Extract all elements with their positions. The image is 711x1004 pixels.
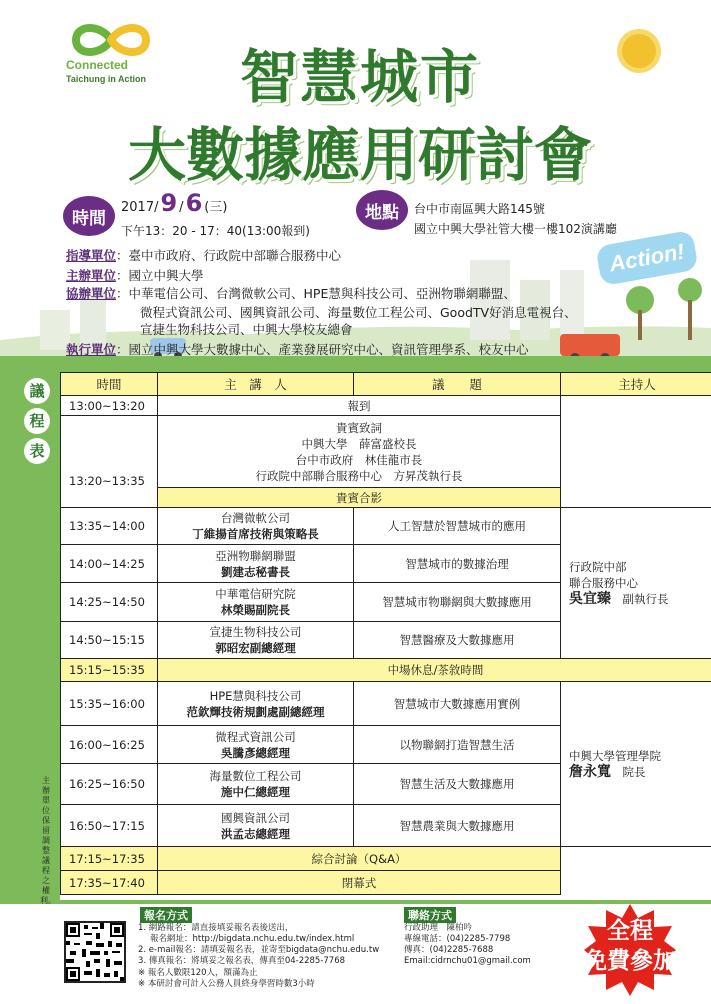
- date-slash: /: [179, 200, 184, 215]
- free-line-2: 免費參加: [584, 948, 676, 974]
- date-year: 2017/: [121, 200, 159, 215]
- register-url[interactable]: 報名網址：http://bigdata.nchu.edu.tw/index.html: [150, 934, 355, 944]
- guide-units: [66, 246, 341, 264]
- speaker-name: 范欽輝技術規劃處副總經理: [186, 704, 325, 719]
- date-month: 9: [160, 189, 178, 217]
- contact-line-1: 行政助理 陳柏吟: [404, 923, 473, 933]
- agenda-side-label: [24, 378, 54, 468]
- side-note: 主辦單位保留調整議程之權利。: [40, 776, 56, 905]
- guide-text: ：臺中市政府、行政院中部聯合服務中心: [116, 248, 342, 263]
- row-time: 15:35~16:00: [60, 681, 158, 726]
- speaker-cell: [157, 544, 354, 583]
- qr-code[interactable]: [64, 921, 126, 983]
- speaker-org: 微程式資訊公司: [215, 729, 296, 744]
- speaker-cell: [157, 582, 354, 622]
- speaker-org: 中華電信研究院: [215, 587, 296, 601]
- guide-label: 指導單位: [66, 248, 117, 263]
- moderator-title: 副執行長: [622, 592, 669, 606]
- speaker-org: 亞洲物聯網聯盟: [215, 548, 296, 563]
- qr-code-icon: [66, 923, 124, 981]
- row-time: 13:20~13:35: [60, 415, 158, 546]
- row-time: 14:00~14:25: [60, 544, 158, 583]
- moderator-1: [560, 507, 711, 659]
- topic-cell: 智慧生活及大數據應用: [353, 763, 561, 805]
- discussion-text: 綜合討論（Q&A）: [157, 846, 561, 871]
- topic-cell: 智慧城市大數據應用實例: [353, 681, 561, 726]
- agenda-side-char: 程: [24, 408, 50, 434]
- register-line-6: ※ 本研討會可計入公務人員終身學習時數3小時: [138, 979, 315, 989]
- speaker-org: 台灣微軟公司: [221, 511, 290, 525]
- speaker-org: 海量數位工程公司: [209, 769, 302, 783]
- row-time: 14:25~14:50: [60, 582, 158, 622]
- host-label: 主辦單位: [66, 268, 117, 283]
- header-speaker: 主 講 人: [157, 372, 354, 396]
- register-line-5: ※ 報名人數限120人，額滿為止: [138, 968, 258, 978]
- event-date: [121, 189, 227, 217]
- row-time: 14:50~15:15: [60, 621, 158, 659]
- group-photo: 貴賓合影: [157, 487, 561, 508]
- register-line-3: 2. e-mail報名：請填妥報名表，並寄至bigdata@nchu.edu.tw: [138, 945, 380, 955]
- action-sign: Action!: [595, 230, 698, 286]
- speaker-cell: [157, 763, 354, 805]
- speaker-name: 郭昭宏副總經理: [215, 641, 296, 655]
- moderator-name-line: [569, 764, 711, 780]
- time-badge: 時間: [63, 196, 115, 236]
- speaker-cell: [157, 507, 354, 545]
- host-text: ：國立中興大學: [116, 268, 204, 283]
- welcome-speaker-3: 行政院中部聯合服務中心 方昇茂執行長: [255, 468, 463, 483]
- closing-text: 閉幕式: [157, 870, 561, 895]
- row-time: 17:35~17:40: [60, 870, 158, 895]
- free-line-1: 全程: [607, 918, 653, 944]
- speaker-name: 丁維揚首席技術與策略長: [192, 527, 319, 541]
- header-moderator: 主持人: [560, 372, 711, 396]
- row-time: 13:35~14:00: [60, 507, 158, 545]
- logo-subtitle: Taichung in Action: [66, 74, 146, 84]
- exec-units: [66, 340, 529, 358]
- exec-label: 執行單位: [66, 342, 117, 357]
- contact-email[interactable]: Email:cidrnchu01@gmail.com: [404, 956, 531, 966]
- contact-title: 聯絡方式: [404, 907, 456, 923]
- page-title-line1: 智慧城市: [239, 43, 480, 111]
- topic-cell: 智慧醫療及大數據應用: [353, 621, 561, 659]
- header-time: 時間: [60, 372, 158, 396]
- contact-phone: 專線電話：(04)2285-7798: [404, 934, 511, 944]
- speaker-cell: [157, 681, 354, 726]
- agenda-side-char: 表: [24, 438, 50, 464]
- welcome-speaker-2: 台中市政府 林佳龍市長: [295, 452, 423, 467]
- row-time: 16:25~16:50: [60, 763, 158, 805]
- venue-address: 台中市南區興大路145號: [414, 202, 545, 216]
- page-title-line2: 大數據應用研討會: [127, 121, 592, 189]
- welcome-speeches: [157, 415, 561, 488]
- host-units: [66, 266, 204, 284]
- co-units: [66, 284, 516, 302]
- co-text-3: 宣捷生物科技公司、中興大學校友總會: [140, 322, 353, 337]
- row-time: 16:50~17:15: [60, 804, 158, 847]
- co-text-1: ：中華電信公司、台灣微軟公司、HPE慧與科技公司、亞洲物聯網聯盟、: [116, 286, 516, 301]
- moderator-name-line: [569, 591, 711, 607]
- date-weekday: (三): [204, 200, 228, 215]
- speaker-cell: [157, 725, 354, 764]
- header-topic: 議 題: [353, 372, 561, 396]
- register-title: 報名方式: [140, 907, 192, 923]
- topic-cell: 人工智慧於智慧城市的應用: [353, 507, 561, 545]
- topic-cell: 智慧城市的數據治理: [353, 544, 561, 583]
- speaker-org: HPE慧與科技公司: [209, 688, 302, 703]
- speaker-cell: [157, 804, 354, 847]
- row-time: 16:00~16:25: [60, 725, 158, 764]
- topic-cell: 智慧城市物聯網與大數據應用: [353, 582, 561, 622]
- topic-cell: 以物聯網打造智慧生活: [353, 725, 561, 764]
- speaker-org: 宣捷生物科技公司: [209, 625, 302, 639]
- moderator-title: 院長: [622, 765, 646, 779]
- agenda-table: [60, 372, 711, 900]
- free-text: [584, 916, 676, 976]
- row-time: 17:15~17:35: [60, 846, 158, 871]
- moderator-name: 詹永寬: [569, 764, 611, 780]
- exec-text: ：國立中興大學大數據中心、產業發展研究中心、資訊管理學系、校友中心: [116, 342, 529, 357]
- speaker-cell: [157, 621, 354, 659]
- register-line-4: 3. 傳真報名：將填妥之報名表，傳真至04-2285-7768: [138, 956, 346, 966]
- welcome-speaker-1: 中興大學 薛富盛校長: [301, 436, 417, 451]
- break-text: 中場休息/茶敘時間: [157, 658, 711, 682]
- moderator-org-1: 行政院中部: [569, 560, 627, 574]
- row-time: 15:15~15:35: [60, 658, 158, 682]
- free-admission-badge: [584, 904, 676, 996]
- speaker-name: 林榮賜副院長: [221, 603, 290, 617]
- register-line-1: 1. 網路報名：請直接填妥報名表後送出，: [138, 923, 294, 933]
- contact-fax: 傳真：(04)2285-7688: [404, 945, 494, 955]
- event-time-range: 下午13：20 - 17：40(13:00報到): [121, 224, 310, 238]
- date-day: 6: [185, 189, 203, 217]
- moderator-org-2: 聯合服務中心: [569, 576, 638, 590]
- speaker-org: 國興資訊公司: [221, 810, 290, 825]
- venue-room: 國立中興大學社管大樓一樓102演講廳: [414, 222, 617, 236]
- logo-title: Connected: [66, 58, 129, 72]
- co-label: 協辦單位: [66, 286, 117, 301]
- moderator-org-1: 中興大學管理學院: [569, 749, 661, 763]
- speaker-name: 吳騰彥總經理: [221, 745, 290, 760]
- registration-text: 報到: [157, 395, 561, 416]
- moderator-name: 吳宜臻: [569, 591, 611, 607]
- place-badge: 地點: [356, 190, 408, 230]
- agenda-side-char: 議: [24, 378, 50, 404]
- speaker-name: 洪孟志總經理: [221, 826, 290, 841]
- sun-icon: [622, 34, 656, 68]
- row-time: 13:00~13:20: [60, 395, 158, 416]
- topic-cell: 智慧農業與大數據應用: [353, 804, 561, 847]
- speaker-name: 劉建志秘書長: [221, 564, 290, 579]
- moderator-2: [560, 681, 711, 847]
- speaker-name: 施中仁總經理: [221, 785, 290, 799]
- welcome-title: 貴賓致詞: [336, 420, 382, 435]
- co-text-2: 微程式資訊公司、國興資訊公司、海量數位工程公司、GoodTV好消息電視台、: [140, 305, 577, 320]
